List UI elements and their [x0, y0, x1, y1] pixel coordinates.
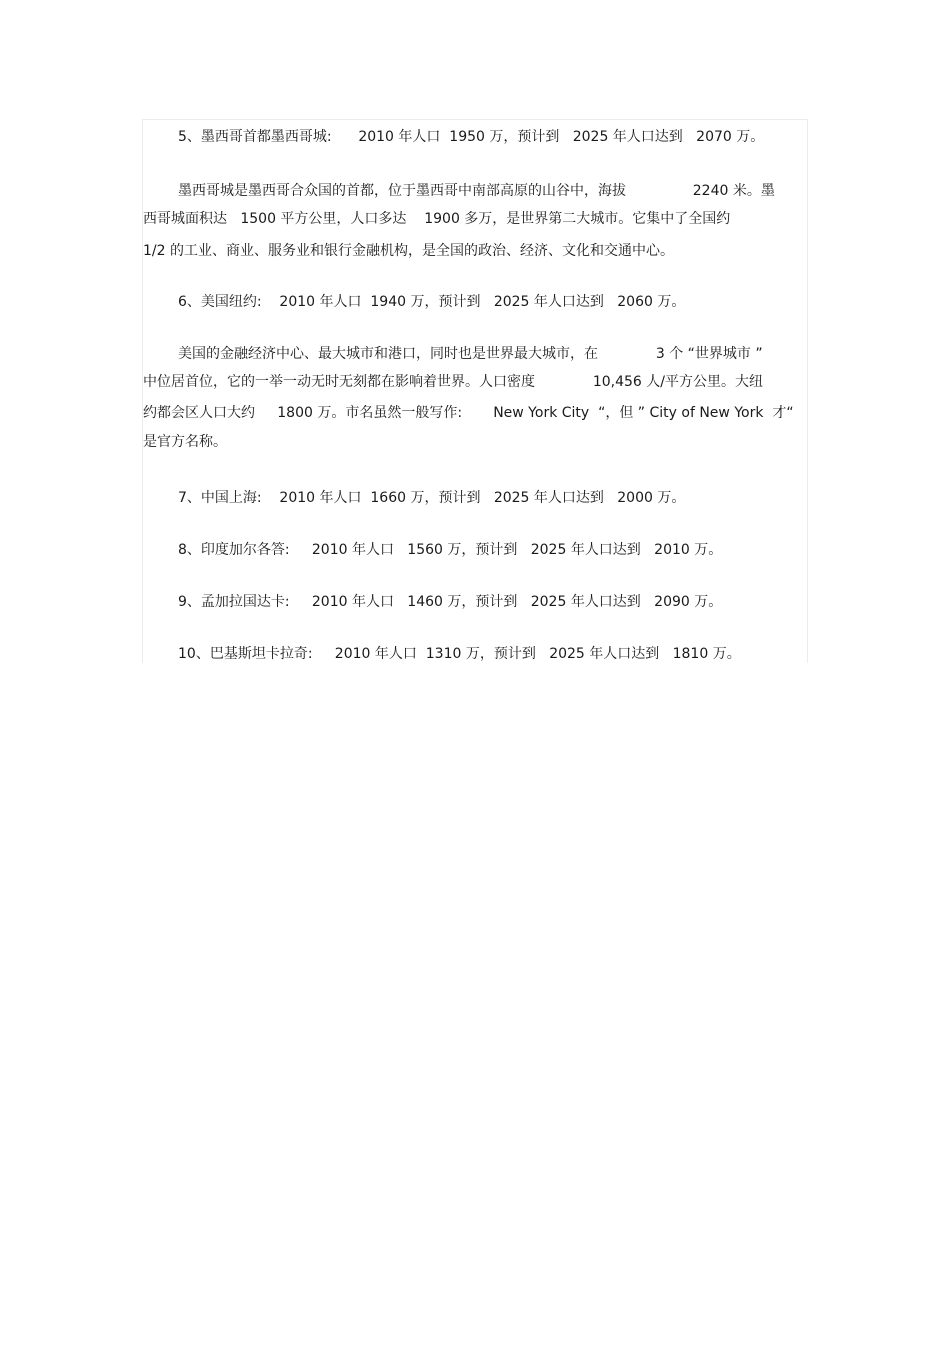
paragraph-new-york-line-1: 美国的金融经济中心、最大城市和港口，同时也是世界最大城市，在 3 个 “世界城市 ” [178, 346, 763, 362]
paragraph-mexico-city-line-1: 墨西哥城是墨西哥合众国的首都，位于墨西哥中南部高原的山谷中，海拔 2240 米。墨 [178, 183, 775, 199]
paragraph-new-york-line-4: 是官方名称。 [143, 434, 227, 450]
heading-new-york: 6、美国纽约: 2010 年人口 1940 万，预计到 2025 年人口达到 2060 万。 [178, 294, 686, 310]
heading-karachi: 10、巴基斯坦卡拉奇: 2010 年人口 1310 万，预计到 2025 年人口达到 1810 万。 [178, 646, 741, 662]
heading-mexico-city: 5、墨西哥首都墨西哥城: 2010 年人口 1950 万，预计到 2025 年人口达到 2070 万。 [178, 129, 765, 145]
paragraph-new-york-line-2: 中位居首位，它的一举一动无时无刻都在影响着世界。人口密度 10,456 人/平方公里。大纽 [143, 374, 764, 390]
heading-shanghai: 7、中国上海: 2010 年人口 1660 万，预计到 2025 年人口达到 2000 万。 [178, 490, 686, 506]
heading-dhaka: 9、孟加拉国达卡: 2010 年人口 1460 万，预计到 2025 年人口达到 2090 万。 [178, 594, 723, 610]
heading-kolkata: 8、印度加尔各答: 2010 年人口 1560 万，预计到 2025 年人口达到 2010 万。 [178, 542, 723, 558]
paragraph-mexico-city-line-2: 西哥城面积达 1500 平方公里，人口多达 1900 多万，是世界第二大城市。它集中了全国约 [143, 211, 731, 227]
paragraph-mexico-city-line-3: 1/2 的工业、商业、服务业和银行金融机构，是全国的政治、经济、文化和交通中心。 [143, 243, 674, 259]
paragraph-new-york-line-3: 约都会区人口大约 1800 万。市名虽然一般写作: New York City “，但 ” City of New York 才“ [143, 405, 794, 421]
